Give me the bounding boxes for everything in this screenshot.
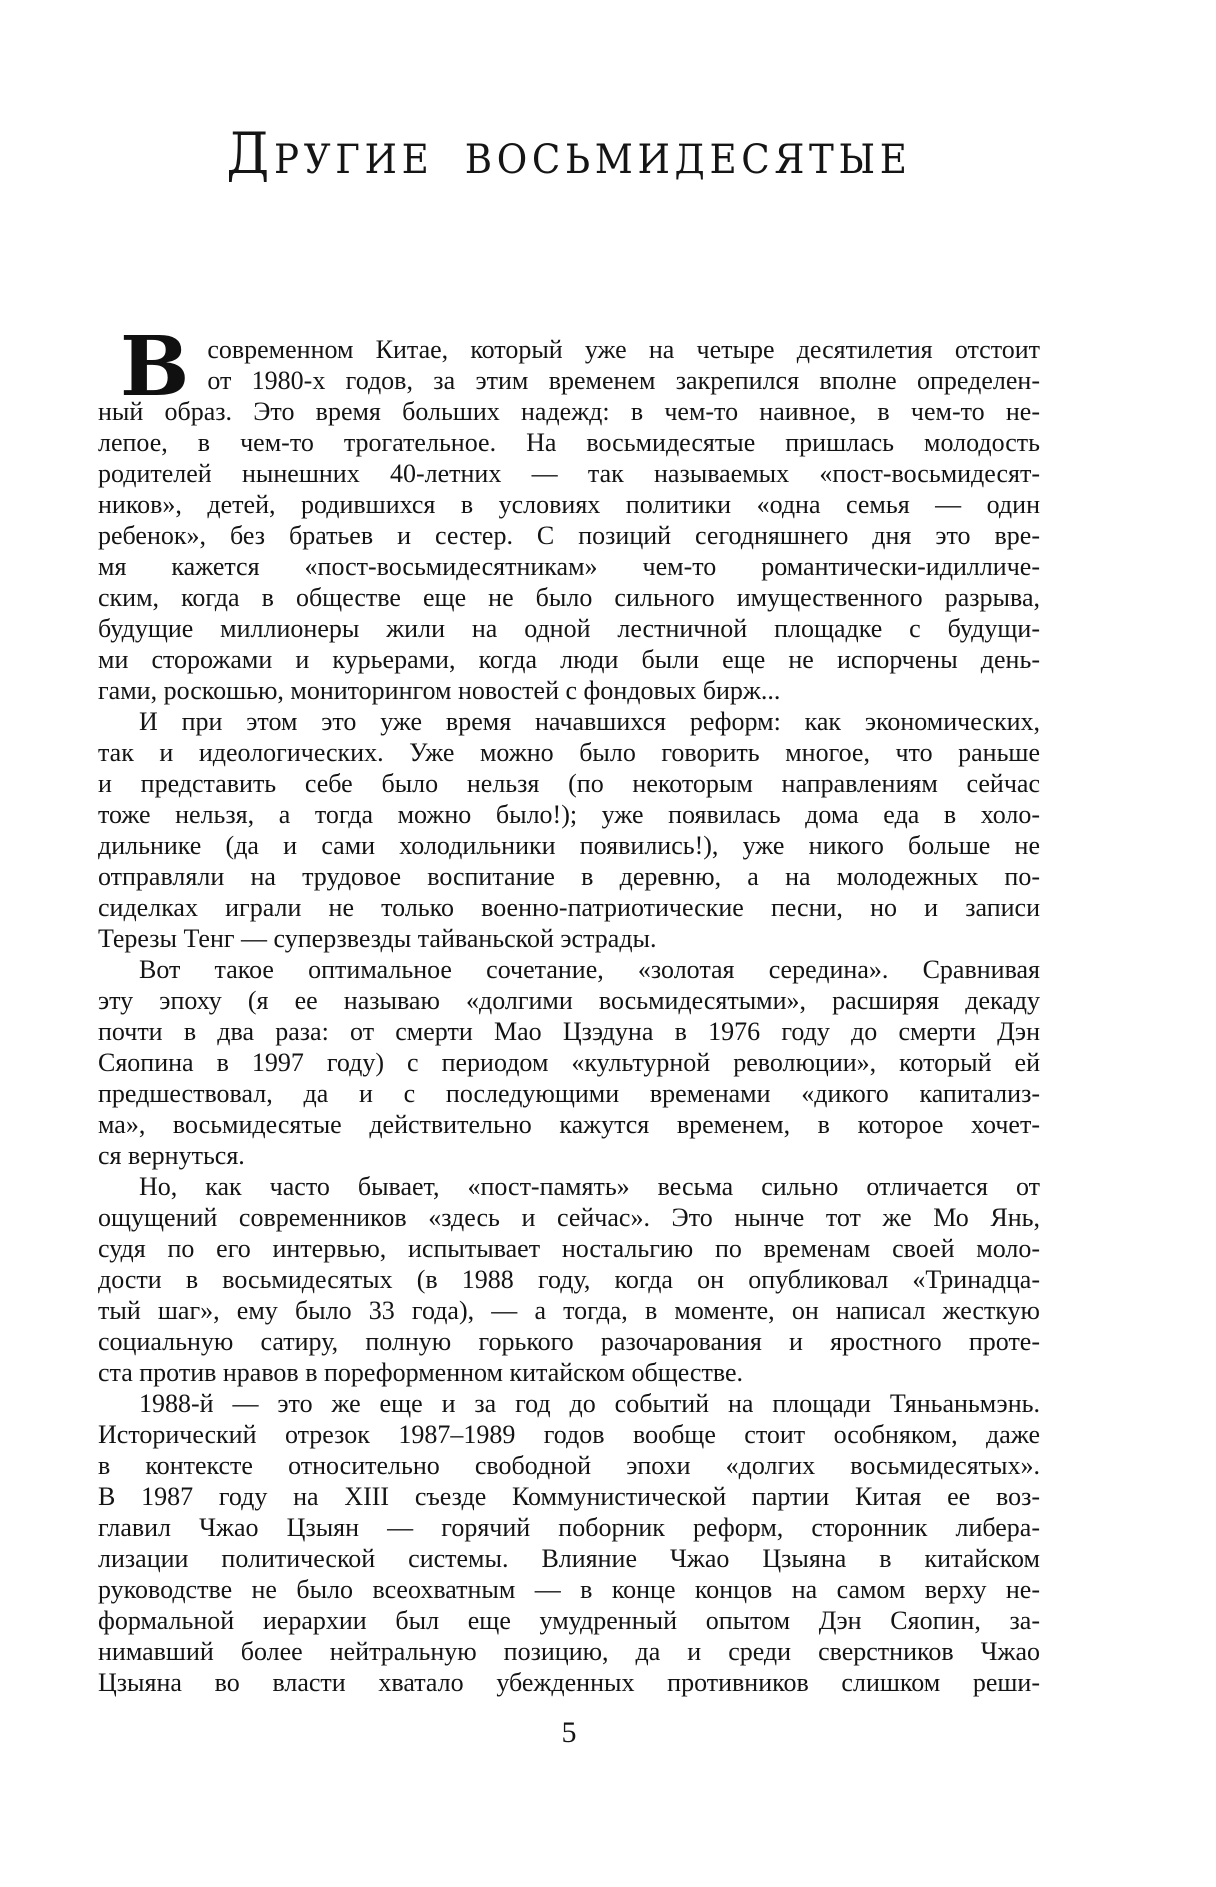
text-line: лизации политической системы. Влияние Чжао Цзыяна в китайском [98, 1544, 1040, 1573]
text-line: тый шаг», ему было 33 года), — а тогда, в моменте, он написал жесткую [98, 1296, 1040, 1325]
text-line: Вот такое оптимальное сочетание, «золотая середина». Сравнивая [139, 955, 1040, 984]
text-line: будущие миллионеры жили на одной лестничной площадке с будущи- [98, 614, 1040, 643]
text-line: Но, как часто бывает, «пост-память» весьма сильно отличается от [139, 1172, 1040, 1201]
text-line: В 1987 году на XIII съезде Коммунистической партии Китая ее воз- [98, 1482, 1040, 1511]
text-line: и представить себе было нельзя (по некоторым направлениям сейчас [98, 769, 1040, 798]
text-line: тоже нельзя, а тогда можно было!); уже появилась дома еда в холо- [98, 800, 1040, 829]
text-line: формальной иерархии был еще умудренный опытом Дэн Сяопин, за- [98, 1606, 1040, 1635]
paragraph [98, 706, 1040, 954]
text-line: отправляли на трудовое воспитание в деревню, а на молодежных по- [98, 862, 1040, 891]
text-line: от 1980-х годов, за этим временем закрепился вполне определен- [207, 366, 1040, 395]
text-line: Цзыяна во власти хватало убежденных противников слишком реши- [98, 1668, 1040, 1697]
text-line: ся вернуться. [98, 1141, 245, 1170]
text-line: ный образ. Это время больших надежд: в чем-то наивное, в чем-то не- [98, 397, 1040, 426]
text-line: в контексте относительно свободной эпохи «долгих восьмидесятых». [98, 1451, 1040, 1480]
text-line: 1988-й — это же еще и за год до событий на площади Тяньаньмэнь. [139, 1389, 1040, 1418]
text-line: руководстве не было всеохватным — в конце концов на самом верху не- [98, 1575, 1040, 1604]
text-line: главил Чжао Цзыян — горячий поборник реформ, сторонник либера- [98, 1513, 1040, 1542]
text-line: Исторический отрезок 1987–1989 годов вообще стоит особняком, даже [98, 1420, 1040, 1449]
paragraph [98, 954, 1040, 1171]
text-line: сиделках играли не только военно-патриотические песни, но и записи [98, 893, 1040, 922]
text-block [98, 319, 1040, 1698]
text-line: лепое, в чем-то трогательное. На восьмидесятые пришлась молодость [98, 428, 1040, 457]
text-line: так и идеологических. Уже можно было говорить многое, что раньше [98, 738, 1040, 767]
paragraph [98, 1388, 1040, 1698]
paragraph [98, 319, 1040, 706]
text-line: ста против нравов в пореформенном китайском обществе. [98, 1358, 743, 1387]
text-line: судя по его интервью, испытывает ностальгию по временам своей моло- [98, 1234, 1040, 1263]
text-line: Сяопина в 1997 году) с периодом «культурной революции», который ей [98, 1048, 1040, 1077]
text-line: Терезы Тенг — суперзвезды тайваньской эстрады. [98, 924, 657, 953]
text-line: гами, роскошью, мониторингом новостей с фондовых бирж... [98, 676, 781, 705]
text-line: социальную сатиру, полную горького разочарования и яростного проте- [98, 1327, 1040, 1356]
text-line: ников», детей, родившихся в условиях политики «одна семья — один [98, 490, 1040, 519]
text-line: предшествовал, да и с последующими временами «дикого капитализ- [98, 1079, 1040, 1108]
text-line: дильнике (да и сами холодильники появились!), уже никого больше не [98, 831, 1040, 860]
text-line: мя кажется «пост-восьмидесятникам» чем-то романтически-идилличе- [98, 552, 1040, 581]
text-line: нимавший более нейтральную позицию, да и среди сверстников Чжао [98, 1637, 1040, 1666]
text-line: ма», восьмидесятые действительно кажутся временем, в которое хочет- [98, 1110, 1040, 1139]
text-line: ским, когда в обществе еще не было сильного имущественного разрыва, [98, 583, 1040, 612]
drop-cap: В [120, 319, 190, 415]
page-number: 5 [561, 1716, 577, 1749]
text-line: ми сторожами и курьерами, когда люди были еще не испорчены день- [98, 645, 1040, 674]
text-line: почти в два раза: от смерти Мао Цзэдуна в 1976 году до смерти Дэн [98, 1017, 1040, 1046]
text-line: родителей нынешних 40-летних — так называемых «пост-восьмидесят- [98, 459, 1040, 488]
paragraph [98, 1171, 1040, 1388]
chapter-title: ДРУГИЕ ВОСЬМИДЕСЯТЫЕ [226, 121, 912, 187]
text-line: эту эпоху (я ее называю «долгими восьмидесятыми», расширяя декаду [98, 986, 1040, 1015]
text-line: современном Китае, который уже на четыре десятилетия отстоит [207, 335, 1040, 364]
text-line: дости в восьмидесятых (в 1988 году, когда он опубликовал «Тринадца- [98, 1265, 1040, 1294]
text-line: ощущений современников «здесь и сейчас». Это нынче тот же Мо Янь, [98, 1203, 1040, 1232]
text-line: И при этом это уже время начавшихся реформ: как экономических, [139, 707, 1040, 736]
text-line: ребенок», без братьев и сестер. С позиций сегодняшнего дня это вре- [98, 521, 1040, 550]
